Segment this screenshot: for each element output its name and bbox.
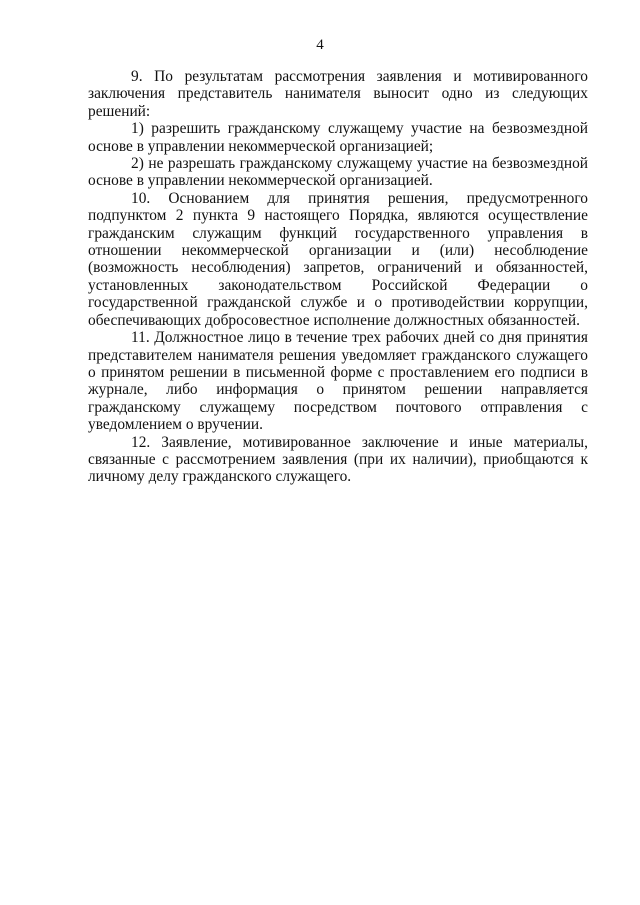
paragraph-item-9: 9. По результатам рассмотрения заявления и мотивированного заключения представитель нанимателя выносит одно из следующих решений: — [88, 68, 588, 120]
document-body — [88, 68, 588, 486]
page-number: 4 — [316, 37, 324, 53]
paragraph-item-10: 10. Основанием для принятия решения, предусмотренного подпунктом 2 пункта 9 настоящего Порядка, являются осуществление гражданским служащим функций государственного управления в отношении некоммерческой организации и (или) несоблюдение (возможность несоблюдения) запретов, ограничений и обязанностей, установленных законодательством Российской Федерации о государственной гражданской службе и о противодействии коррупции, обеспечивающих добросовестное исполнение должностных обязанностей. — [88, 189, 588, 329]
paragraph-subitem-1: 1) разрешить гражданскому служащему участие на безвозмездной основе в управлении некоммерческой организацией; — [88, 120, 588, 155]
paragraph-subitem-2: 2) не разрешать гражданскому служащему участие на безвозмездной основе в управлении некоммерческой организацией. — [88, 155, 588, 190]
paragraph-item-12: 12. Заявление, мотивированное заключение и иные материалы, связанные с рассмотрением заявления (при их наличии), приобщаются к личному делу гражданского служащего. — [88, 433, 588, 486]
paragraph-item-11: 11. Должностное лицо в течение трех рабочих дней со дня принятия представителем нанимателя решения уведомляет гражданского служащего о принятом решении в письменной форме с проставлением его подписи в журнале, либо информация о принятом решении направляется гражданскому служащему посредством почтового отправления с уведомлением о вручении. — [88, 329, 588, 434]
